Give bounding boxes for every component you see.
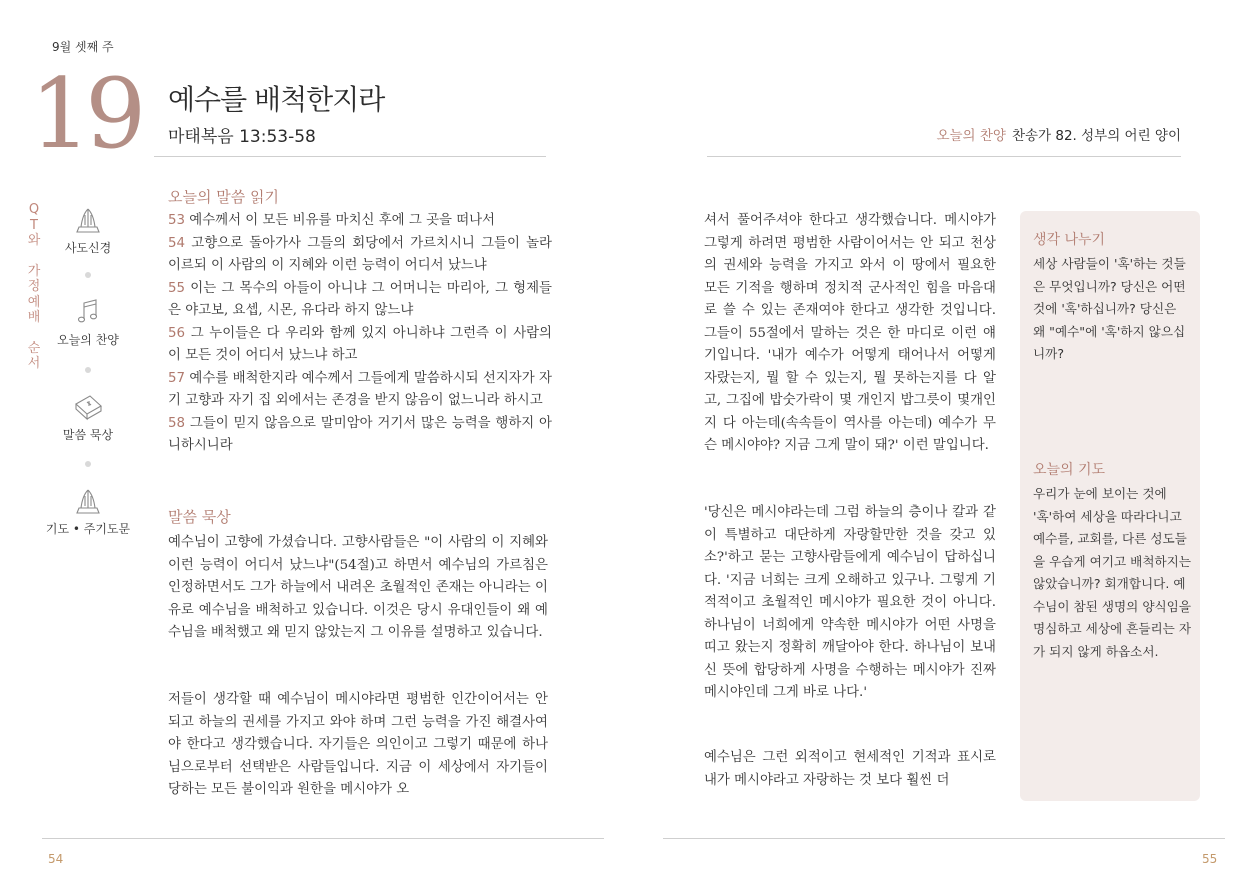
header-divider-left [154, 156, 546, 157]
verse-text: 이는 그 목수의 아들이 아니냐 그 어머니는 마리아, 그 형제들은 야고보, 요셉, 시몬, 유다라 하지 않느냐 [168, 280, 552, 318]
sharing-title: 생각 나누기 [1033, 232, 1106, 248]
meditation-paragraph: '당신은 메시야라는데 그럼 하늘의 층이나 칼과 같이 특별하고 대단하게 자랑할만한 것을 갖고 있소?'하고 묻는 고향사람들에게 예수님이 답하십니다. '지금 너희는 크게 오해하고 있구나. 그렇게 기적적이고 초월적인 메시야가 필요한 것이 아니다. 하나님이 너희에게 약속한 메시야가 어떤 사명을 띠고 왔는지 정확히 깨달아야 한다. 하나님이 보내신 뜻에 합당하게 사명을 수행하는 메시야가 진짜 메시야인데 그게 바로 나다.' [704, 505, 996, 700]
guide-char: T [30, 217, 38, 233]
guide-char: 배 [27, 310, 41, 325]
guide-char: 가 [27, 263, 41, 279]
bible-book-icon [72, 392, 104, 422]
guide-char: 와 [27, 233, 41, 248]
praying-hands-icon [73, 205, 103, 235]
step-separator [85, 272, 91, 278]
hymn-title: 찬송가 82. 성부의 어린 양이 [1011, 128, 1181, 144]
step-label: 기도 • 주기도문 [45, 522, 131, 536]
guide-char: Q [28, 202, 40, 217]
verse-text: 예수를 배척한지라 예수께서 그들에게 말씀하시되 선지자가 자기 고향과 자기 집 외에서는 존경을 받지 않음이 없느니라 하시고 [168, 370, 552, 408]
week-label: 9월 셋째 주 [52, 40, 114, 54]
guide-char: 서 [27, 356, 41, 371]
verse [168, 413, 552, 458]
verse [168, 278, 552, 323]
guide-char: 순 [27, 340, 41, 356]
praying-hands-icon [73, 486, 103, 516]
day-number: 19 [30, 58, 141, 170]
step-label: 말씀 묵상 [62, 428, 114, 442]
step-creed [38, 205, 138, 256]
meditation-title: 말씀 묵상 [168, 508, 231, 526]
verse-text: 그 누이들은 다 우리와 함께 있지 아니하냐 그런즉 이 사람의 이 모든 것이 어디서 났느냐 하고 [168, 325, 552, 363]
guide-char: 정 [27, 279, 41, 294]
verse [168, 368, 552, 413]
meditation-paragraph: 저들이 생각할 때 예수님이 메시야라면 평범한 인간이어서는 안 되고 하늘의 권세를 가지고 와야 하며 그런 능력을 가진 해결사여야 한다고 생각했습니다. 자기들은 의인이고 그렇기 때문에 하나님으로부터 선택받은 사람들입니다. 지금 이 세상에서 자기들이 당하는 모든 불이익과 원한을 메시야가 오 [168, 692, 548, 797]
prayer-text: 우리가 눈에 보이는 것에 '혹'하여 세상을 따라다니고 예수를, 교회를, 다른 성도들을 우습게 여기고 배척하지는 않았습니까? 회개합니다. 예수님이 참된 생명의 양식임을 명심하고 세상에 흔들리는 자가 되지 않게 하옵소서. [1033, 486, 1191, 659]
step-meditation [38, 392, 138, 443]
scripture-passage [168, 210, 552, 458]
meditation-paragraph: 셔서 풀어주셔야 한다고 생각했습니다. 메시야가 그렇게 하려면 평범한 사람이어서는 안 되고 천상의 권세와 능력을 가지고 와서 이 땅에서 필요한 모든 기적을 행하며 정치적 군사적인 힘을 마음대로 쓸 수 있는 존재여야 한다고 생각한 것입니다. 그들이 55절에서 말하는 것은 한 마디로 이런 얘기입니다. '내가 예수가 어떻게 태어나서 어떻게 자랐는지, 뭘 할 수 있는지, 뭘 못하는지를 다 알고, 그집에 밥숫가락이 몇 개인지 밥그릇이 몇개인지 다 아는데(속속들이 역사를 아는데) 예수가 무슨 메시야야? 지금 그게 말이 돼?' 이런 말입니다. [704, 213, 996, 453]
step-prayer [38, 486, 138, 537]
hymn-info [936, 124, 1181, 144]
music-note-icon [73, 297, 103, 327]
scripture-reference: 마태복음 13:53-58 [168, 127, 316, 147]
verse-number: 55 [168, 280, 186, 296]
meditation-paragraph: 예수님은 그런 외적이고 현세적인 기적과 표시로 내가 메시야라고 자랑하는 것 보다 훨씬 더 [704, 750, 996, 788]
hymn-label: 오늘의 찬양 [936, 128, 1006, 144]
footer-divider-left [42, 838, 604, 839]
step-label: 사도신경 [64, 241, 112, 255]
verse-text: 그들이 믿지 않음으로 말미암아 거기서 많은 능력을 행하지 아니하시니라 [168, 415, 552, 453]
verse-number: 56 [168, 325, 186, 341]
step-separator [85, 367, 91, 373]
step-hymn [38, 297, 138, 348]
prayer-title: 오늘의 기도 [1033, 462, 1106, 478]
verse [168, 323, 552, 368]
guide-char: 예 [27, 294, 41, 310]
verse-number: 57 [168, 370, 186, 386]
verse-text: 예수께서 이 모든 비유를 마치신 후에 그 곳을 떠나서 [185, 213, 495, 228]
page-number-left: 54 [48, 852, 64, 866]
page-number-right: 55 [1202, 852, 1218, 866]
meditation-paragraph: 예수님이 고향에 가셨습니다. 고향사람들은 "이 사람의 이 지혜와 이런 능력이 어디서 났느냐"(54절)고 하면서 예수님의 가르침은 인정하면서도 그가 하늘에서 내려온 초월적인 존재는 아니라는 이유로 예수님을 배척하고 있습니다. 이것은 당시 유대인들이 왜 예수님을 배척했고 왜 믿지 않았는지 그 이유를 설명하고 있습니다. [168, 535, 548, 640]
verse-text: 고향으로 돌아가사 그들의 회당에서 가르치시니 그들이 놀라 이르되 이 사람의 이 지혜와 이런 능력이 어디서 났느냐 [168, 235, 552, 273]
page-title: 예수를 배척한지라 [168, 83, 385, 116]
sharing-text: 세상 사람들이 '혹'하는 것들은 무엇입니까? 당신은 어떤 것에 '혹'하십니까? 당신은 왜 "예수"에 '혹'하지 않으십니까? [1033, 256, 1186, 361]
verse-number: 53 [168, 213, 186, 228]
verse [168, 210, 552, 233]
footer-divider-right [663, 838, 1225, 839]
verse [168, 233, 552, 278]
verse-number: 54 [168, 235, 186, 251]
header-divider-right [707, 156, 1181, 157]
reading-title: 오늘의 말씀 읽기 [168, 188, 279, 206]
step-label: 오늘의 찬양 [57, 333, 119, 347]
reflection-box [1020, 211, 1200, 801]
step-separator [85, 461, 91, 467]
verse-number: 58 [168, 415, 186, 431]
